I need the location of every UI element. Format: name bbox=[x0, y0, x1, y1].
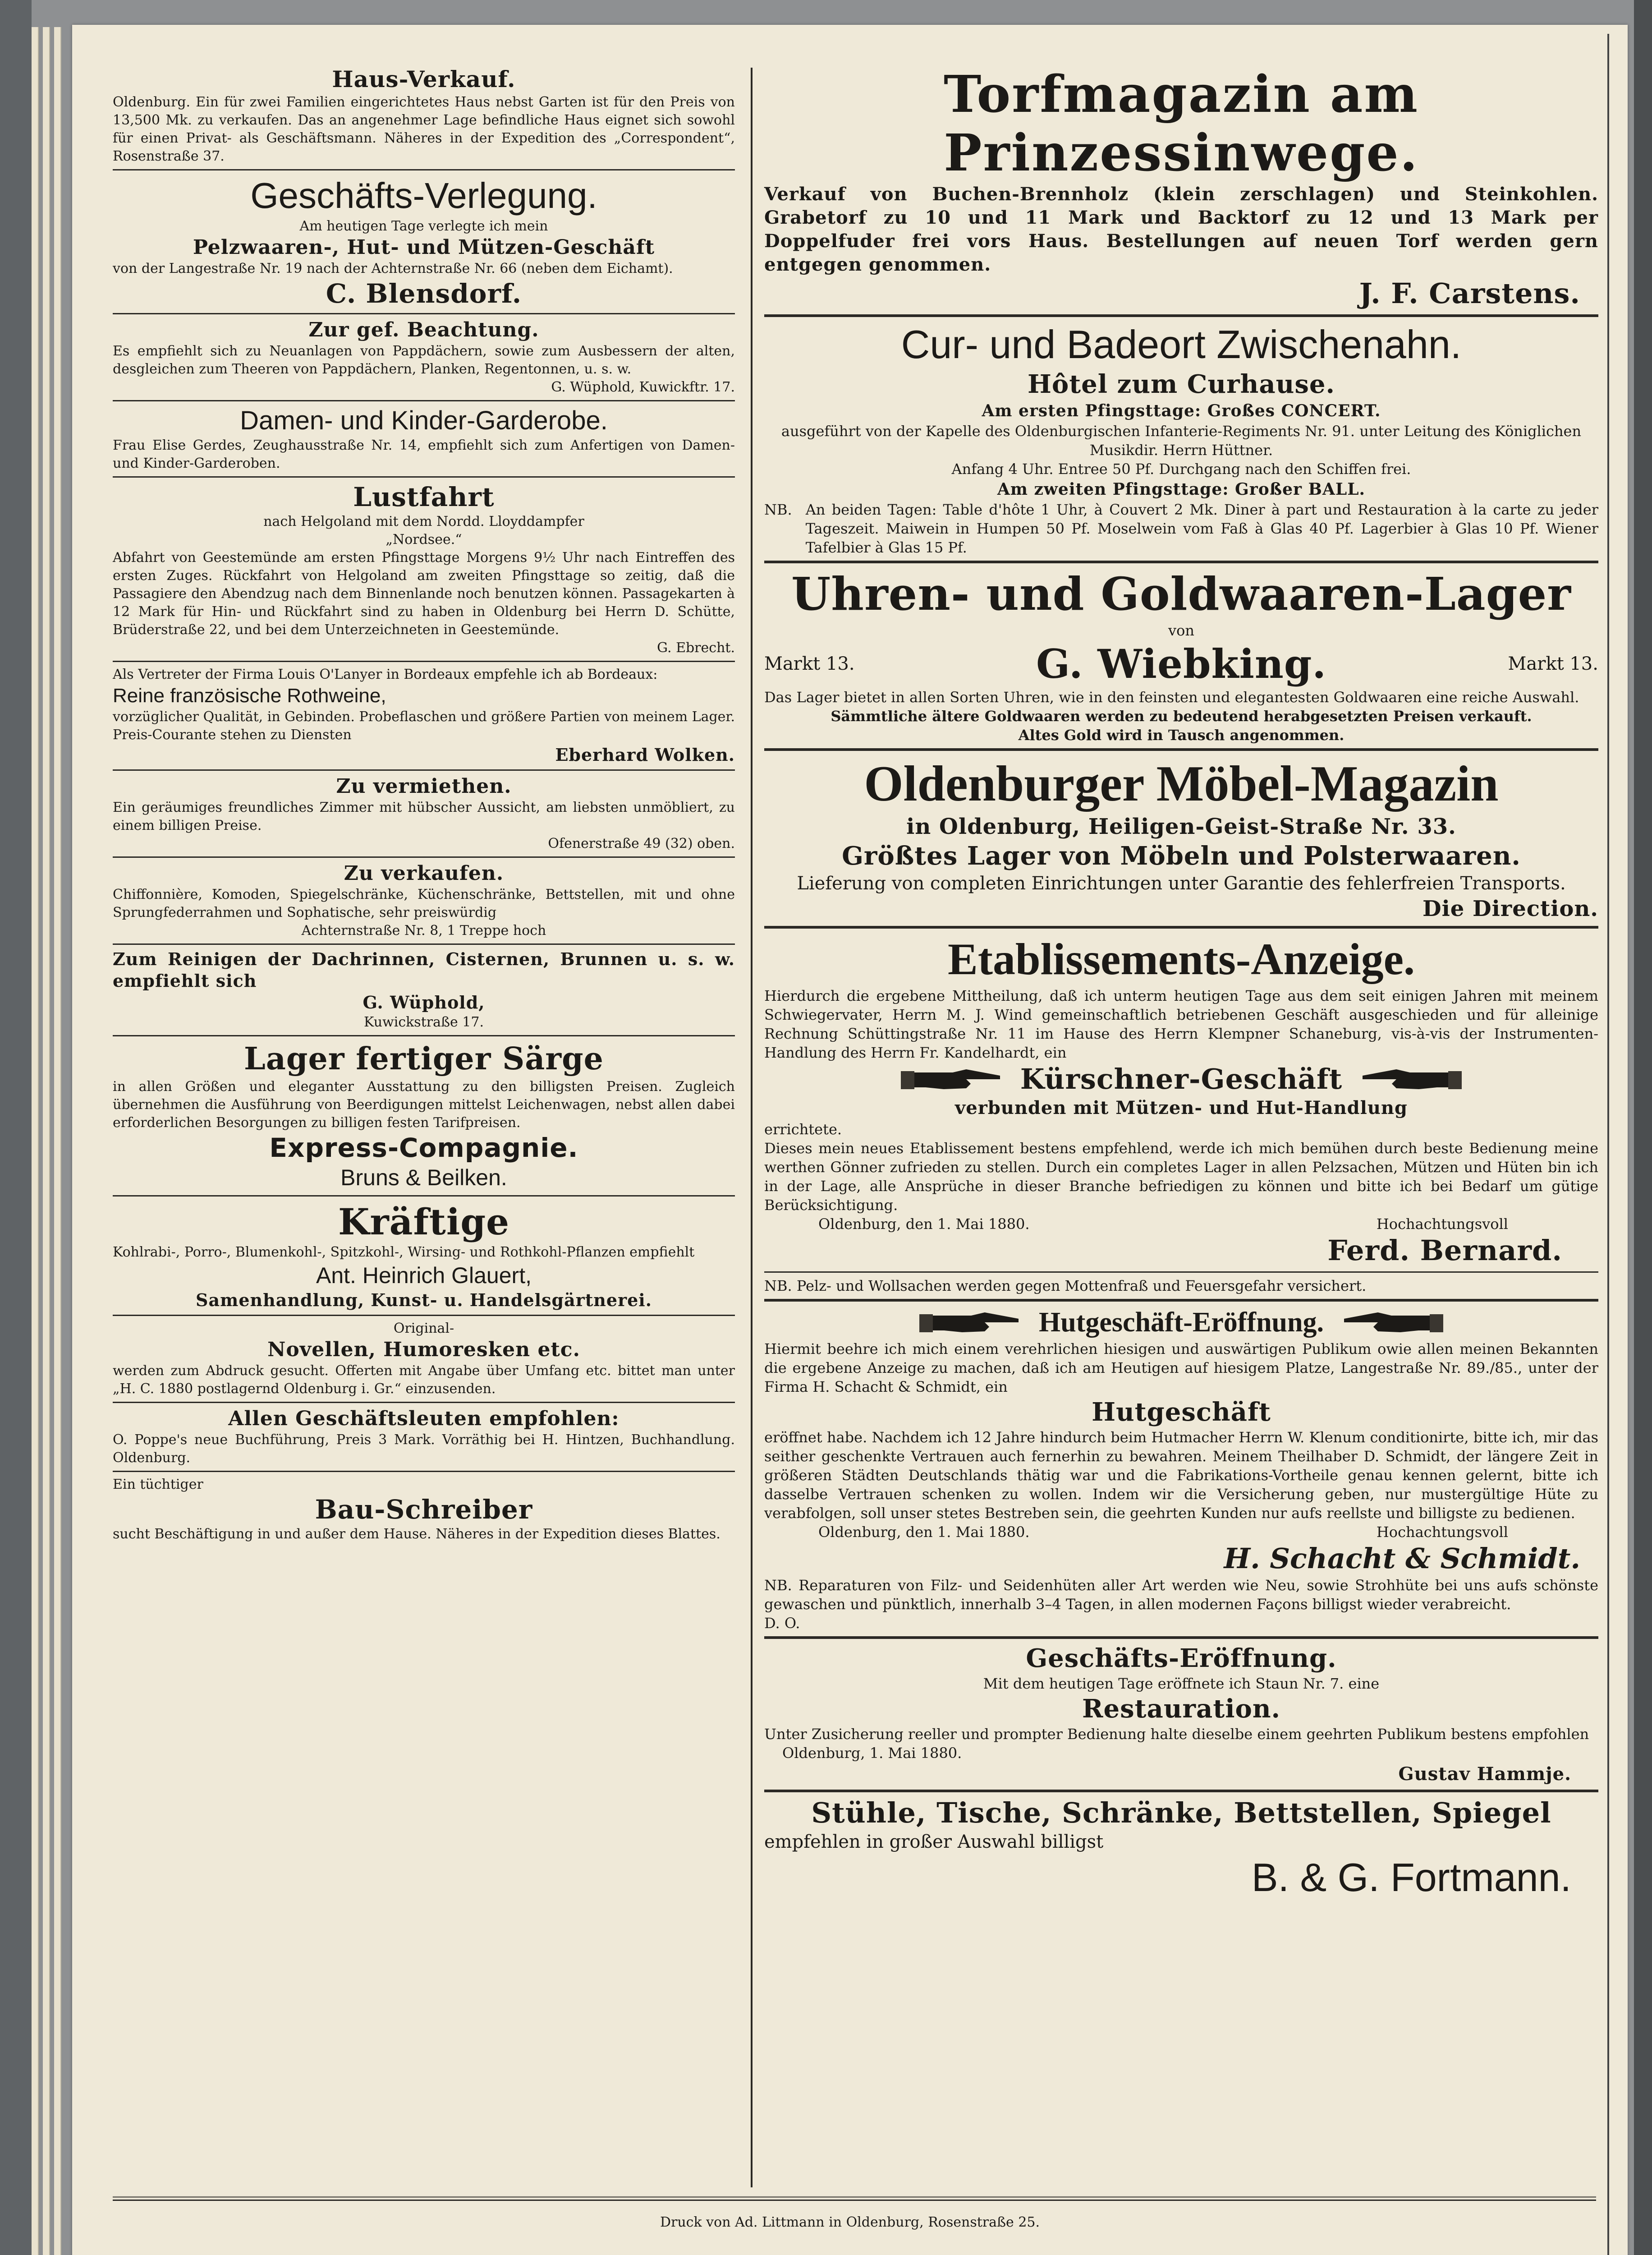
ad-text: Abfahrt von Geestemünde am ersten Pfingsttage Morgens 9½ Uhr nach Eintreffen des ersten Zuges. Rückfahrt von Helgoland am zweiten Pfingsttage so zeitig, daß die Passagiere den Abendzug nach dem Binnenlande noch benutzen können. Passagekarten à 12 Mark für Hin- und Rückfahrt sind zu haben in Oldenburg bei Herrn D. Schütte, Brüderstraße 22, und bei dem Unterzeichneten in Geestemünde. bbox=[113, 550, 735, 638]
ad-text: Altes Gold wird in Tausch angenommen. bbox=[1018, 727, 1345, 744]
ad-restauration bbox=[764, 1643, 1598, 1786]
ad-address: Ofenerstraße 49 (32) oben. bbox=[548, 836, 735, 851]
ad-text: Original- bbox=[393, 1321, 454, 1336]
ad-nb-row bbox=[764, 500, 1598, 557]
ad-text: Ein tüchtiger bbox=[113, 1477, 203, 1492]
bottom-rule bbox=[113, 2196, 1596, 2201]
separator bbox=[113, 856, 735, 858]
ad-text: Kohlrabi-, Porro-, Blumenkohl-, Spitzkohl-, Wirsing- und Rothkohl-Pflanzen empfiehlt bbox=[113, 1244, 695, 1260]
ad-novellen bbox=[113, 1320, 735, 1398]
separator bbox=[764, 1299, 1598, 1302]
ad-signature: Eberhard Wolken. bbox=[555, 745, 735, 765]
ad-text: von bbox=[1168, 622, 1194, 639]
ad-title: Cur- und Badeort Zwischenahn. bbox=[901, 322, 1462, 367]
ad-date: Oldenburg, den 1. Mai 1880. bbox=[818, 1215, 1030, 1233]
ad-subtitle: Hutgeschäft bbox=[1092, 1397, 1271, 1427]
ad-text: Das Lager bietet in allen Sorten Uhren, wie in den feinsten und elegantesten Goldwaaren eine reiche Auswahl. bbox=[764, 689, 1579, 706]
separator bbox=[764, 1790, 1598, 1792]
separator bbox=[113, 769, 735, 771]
ad-name: Ant. Heinrich Glauert, bbox=[316, 1263, 532, 1288]
page-edge bbox=[43, 27, 50, 2255]
ad-title-row bbox=[764, 1305, 1598, 1339]
ad-etablissement bbox=[764, 932, 1598, 1295]
ad-firm: Express-Compagnie. bbox=[269, 1132, 578, 1163]
ad-text: werden zum Abdruck gesucht. Offerten mit Angabe über Umfang etc. bittet man unter „H. C. 1880 postlagernd Oldenburg i. Gr.“ einzusenden. bbox=[113, 1363, 735, 1397]
ad-haus-verkauf bbox=[113, 65, 735, 166]
separator bbox=[764, 561, 1598, 563]
ad-title: Torfmagazin am Prinzessinwege. bbox=[944, 65, 1419, 183]
ad-text: ausgeführt von der Kapelle des Oldenburgischen Infanterie-Regiments Nr. 91. unter Leitung des Königlichen Musikdir. Herrn Hüttner. bbox=[781, 423, 1582, 459]
separator bbox=[113, 661, 735, 662]
left-column bbox=[113, 65, 735, 2185]
ad-signature: H. Schacht & Schmidt. bbox=[1224, 1542, 1580, 1575]
separator bbox=[113, 400, 735, 401]
separator bbox=[764, 748, 1598, 751]
ad-text: Anfang 4 Uhr. Entree 50 Pf. Durchgang nach den Schiffen frei. bbox=[951, 460, 1411, 478]
ad-text: in allen Größen und eleganter Ausstattung zu den billigsten Preisen. Zugleich übernehmen die Ausführung von Beerdigungen mittelst Leichenwagen, nebst allen dabei erforderlichen Besorgungen zu billigen festen Tarifpreisen. bbox=[113, 1079, 735, 1131]
ad-text: Hochachtungsvoll bbox=[1376, 1215, 1508, 1233]
ad-title: Novellen, Humoresken etc. bbox=[267, 1338, 580, 1361]
separator bbox=[764, 1636, 1598, 1639]
pointing-hand-left-icon bbox=[1342, 1309, 1446, 1336]
ad-signature: B. & G. Fortmann. bbox=[1251, 1855, 1571, 1900]
ad-title: Allen Geschäftsleuten empfohlen: bbox=[228, 1407, 620, 1430]
ad-ball: Am zweiten Pfingsttage: Großer BALL. bbox=[997, 480, 1366, 499]
printer-imprint: Druck von Ad. Littmann in Oldenburg, Rosenstraße 25. bbox=[660, 2214, 1040, 2230]
ad-subtitle: Restauration. bbox=[1082, 1694, 1281, 1724]
ad-text: sucht Beschäftigung in und außer dem Hause. Näheres in der Expedition dieses Blattes. bbox=[113, 1526, 720, 1542]
ad-signature: C. Blensdorf. bbox=[326, 278, 522, 309]
ad-subtitle: verbunden mit Mützen- und Hut-Handlung bbox=[955, 1097, 1408, 1118]
separator bbox=[113, 1035, 735, 1036]
ad-vermiethen bbox=[113, 774, 735, 853]
right-column bbox=[764, 65, 1598, 2185]
ad-rothweine bbox=[113, 666, 735, 766]
separator bbox=[113, 1195, 735, 1197]
ad-text: Hierdurch die ergebene Mittheilung, daß ich unterm heutigen Tage aus dem seit einigen Jahren mit meinem Schwiegervater, Herrn M. J. Wind gemeinschaftlich betriebenen Geschäft ausgeschieden und für alleinige Rechnung Schüttingstraße Nr. 11 im Hause des Herrn Klempner Schaneburg, vis-à-vis der Instrumenten-Handlung des Herrn Fr. Kandelhardt, ein bbox=[764, 987, 1598, 1061]
ad-address: Achternstraße Nr. 8, 1 Treppe hoch bbox=[301, 923, 546, 939]
ad-badeort bbox=[764, 321, 1598, 557]
ad-kuerschner-row bbox=[764, 1062, 1598, 1096]
ad-address: Kuwickstraße 17. bbox=[363, 1014, 484, 1030]
ad-title: Uhren- und Goldwaaren-Lager bbox=[791, 567, 1571, 621]
ad-signature: Ferd. Bernard. bbox=[1327, 1234, 1562, 1267]
ad-text: Ein geräumiges freundliches Zimmer mit hübscher Aussicht, am liebsten unmöbliert, zu einem billigen Preise. bbox=[113, 800, 735, 833]
ad-hotel: Hôtel zum Curhause. bbox=[1028, 369, 1335, 399]
ad-bauschreiber bbox=[113, 1476, 735, 1543]
ad-kraeftige bbox=[113, 1200, 735, 1311]
ad-garderobe bbox=[113, 405, 735, 473]
ad-lustfahrt bbox=[113, 481, 735, 657]
ad-title: Lustfahrt bbox=[353, 482, 495, 512]
separator bbox=[764, 1271, 1598, 1273]
ad-nb: NB. Pelz- und Wollsachen werden gegen Mottenfraß und Feuersgefahr versichert. bbox=[764, 1277, 1367, 1294]
ad-saerge bbox=[113, 1040, 735, 1192]
ad-moebel bbox=[764, 755, 1598, 922]
ad-title: Oldenburger Möbel-Magazin bbox=[864, 756, 1499, 812]
column-divider bbox=[751, 68, 753, 2187]
pointing-hand-left-icon bbox=[1360, 1066, 1464, 1093]
ad-title: Zu verkaufen. bbox=[344, 862, 504, 885]
ad-date: Oldenburg, den 1. Mai 1880. bbox=[818, 1523, 1030, 1541]
ad-text: Zum Reinigen der Dachrinnen, Cisternen, Brunnen u. s. w. empfiehlt sich bbox=[113, 949, 735, 991]
ad-text: Es empfiehlt sich zu Neuanlagen von Pappdächern, sowie zum Ausbessern der alten, desgleichen zum Theeren von Pappdächern, Planken, Regentonnen, u. s. w. bbox=[113, 343, 735, 377]
ad-title: Haus-Verkauf. bbox=[332, 66, 516, 92]
ad-text: „Nordsee.“ bbox=[385, 532, 462, 548]
scanner-background-left bbox=[0, 0, 32, 2255]
ad-text: Hiermit beehre ich mich einem verehrlichen hiesigen und auswärtigen Publikum owie allen meinen Bekannten die ergebene Anzeige zu machen, daß ich am Heutigen auf hiesigem Platze, Langestraße Nr. 89./85., unter der Firma H. Schacht & Schmidt, ein bbox=[764, 1340, 1598, 1395]
pointing-hand-right-icon bbox=[917, 1309, 1021, 1336]
ad-title: Lager fertiger Särge bbox=[244, 1041, 604, 1077]
ad-signature: J. F. Carstens. bbox=[1359, 277, 1580, 310]
ad-hutgeschaeft bbox=[764, 1305, 1598, 1633]
ad-concert: Am ersten Pfingsttage: Großes CONCERT. bbox=[982, 401, 1381, 420]
ad-address: Markt 13. bbox=[1508, 653, 1598, 674]
newspaper-sheet bbox=[72, 25, 1628, 2255]
ad-text: Dieses mein neues Etablissement bestens empfehlend, werde ich mich bemühen durch beste Bedienung meine werthen Gönner zufrieden zu stellen. Durch ein completes Lager in allen Pelzsachen, Mützen und Hüten bin ich in der Lage, alle Ansprüche in dieser Branche befriedigen zu können und bitte ich bei Bedarf um gütige Berücksichtigung. bbox=[764, 1140, 1598, 1214]
page-edge bbox=[54, 27, 61, 2255]
ad-text: Lieferung von completen Einrichtungen unter Garantie des fehlerfreien Transports. bbox=[797, 873, 1566, 894]
separator bbox=[113, 313, 735, 314]
ad-text: errichtete. bbox=[764, 1121, 842, 1138]
ad-text: Frau Elise Gerdes, Zeughausstraße Nr. 14, empfiehlt sich zum Anfertigen von Damen- und Kinder-Garderoben. bbox=[113, 437, 735, 471]
ad-text: Am heutigen Tage verlegte ich mein bbox=[299, 218, 548, 234]
ad-text: Als Vertreter der Firma Louis O'Lanyer in Bordeaux empfehle ich ab Bordeaux: bbox=[113, 667, 658, 682]
ad-signature: G. Ebrecht. bbox=[657, 640, 735, 656]
ad-initials: D. O. bbox=[764, 1615, 800, 1632]
ad-title: Kräftige bbox=[338, 1201, 510, 1243]
separator bbox=[113, 169, 735, 170]
ad-fortmann bbox=[764, 1796, 1598, 1901]
ad-subtitle: Kürschner-Geschäft bbox=[1020, 1063, 1343, 1095]
ad-signature: G. Wüphold, bbox=[363, 992, 485, 1012]
ad-geschaeftsleute bbox=[113, 1407, 735, 1467]
separator bbox=[113, 1315, 735, 1316]
ad-title: Geschäfts-Eröffnung. bbox=[1026, 1643, 1337, 1673]
fold-line bbox=[1607, 34, 1609, 2255]
ad-text: An beiden Tagen: Table d'hôte 1 Uhr, à Couvert 2 Mk. Diner à part und Restauration à la carte zu jeder Tageszeit. Maiwein in Humpen 50 Pf. Moselwein vom Faß à Glas 40 Pf. Lagerbier à Glas 10 Pf. Wiener Tafelbier à Glas 15 Pf. bbox=[805, 501, 1598, 556]
ad-text: von der Langestraße Nr. 19 nach der Achternstraße Nr. 66 (neben dem Eichamt). bbox=[113, 261, 673, 276]
ad-signature: G. Wiebking. bbox=[1036, 640, 1327, 687]
ad-title: Zu vermiethen. bbox=[336, 775, 512, 798]
ad-date-row bbox=[764, 1523, 1598, 1542]
ad-names: Bruns & Beilken. bbox=[340, 1165, 507, 1190]
ad-title: Reine französische Rothweine, bbox=[113, 685, 386, 707]
ad-signature: G. Wüphold, Kuwickftr. 17. bbox=[551, 379, 735, 395]
ad-nb: NB. Reparaturen von Filz- und Seidenhüten aller Art werden wie Neu, sowie Strohhüte bei uns aufs schönste gewaschen und pünktlich, innerhalb 3–4 Tagen, in allen modernen Façons billigst wieder verabreicht. bbox=[764, 1577, 1598, 1613]
ad-title: Hutgeschäft-Eröffnung. bbox=[1038, 1307, 1324, 1338]
ad-text: Oldenburg. Ein für zwei Familien eingerichtetes Haus nebst Garten ist für den Preis von 13,500 Mk. zu verkaufen. Das an angenehmer Lage befindliche Haus eignet sich sowohl für einen Privat- als Geschäftsmann. Näheres in der Expedition des „Correspondent“, Rosenstraße 37. bbox=[113, 94, 735, 164]
ad-address: Markt 13. bbox=[764, 653, 855, 674]
ad-torfmagazin bbox=[764, 65, 1598, 311]
ad-subtitle: Pelzwaaren-, Hut- und Mützen-Geschäft bbox=[193, 236, 655, 259]
ad-title: Bau-Schreiber bbox=[315, 1494, 533, 1525]
ad-title: Damen- und Kinder-Garderobe. bbox=[240, 406, 608, 435]
separator bbox=[113, 1471, 735, 1472]
ad-name-row bbox=[764, 640, 1598, 688]
ad-subtitle: Größtes Lager von Möbeln und Polsterwaaren. bbox=[842, 841, 1521, 871]
ad-date-row bbox=[764, 1215, 1598, 1233]
separator bbox=[113, 943, 735, 945]
ad-text: Chiffonnière, Komoden, Spiegelschränke, Küchenschränke, Bettstellen, mit und ohne Sprungfederrahmen und Sophatische, sehr preiswürdig bbox=[113, 887, 735, 920]
ad-title: Etablissements-Anzeige. bbox=[948, 934, 1415, 984]
ad-text: Mit dem heutigen Tage eröffnete ich Staun Nr. 7. eine bbox=[983, 1675, 1380, 1692]
page-edge bbox=[32, 27, 39, 2255]
ad-title: Geschäfts-Verlegung. bbox=[250, 175, 597, 216]
nb-label: NB. bbox=[764, 501, 792, 518]
ad-signature: Die Direction. bbox=[1422, 896, 1598, 921]
ad-place: in Oldenburg, Heiligen-Geist-Straße Nr. 33. bbox=[906, 814, 1456, 839]
ad-firm: Samenhandlung, Kunst- u. Handelsgärtnerei. bbox=[196, 1290, 652, 1310]
ad-title: Zur gef. Beachtung. bbox=[308, 318, 539, 341]
ad-text: O. Poppe's neue Buchführung, Preis 3 Mark. Vorräthig bei H. Hintzen, Buchhandlung. Oldenburg. bbox=[113, 1432, 735, 1466]
ad-verkaufen bbox=[113, 861, 735, 940]
ad-dachrinnen bbox=[113, 948, 735, 1031]
ad-geschaefts-verlegung bbox=[113, 174, 735, 309]
ad-uhren bbox=[764, 567, 1598, 745]
ad-text: Hochachtungsvoll bbox=[1376, 1523, 1508, 1541]
ad-title: Stühle, Tische, Schränke, Bettstellen, Spiegel bbox=[811, 1796, 1551, 1829]
separator bbox=[764, 926, 1598, 929]
separator bbox=[764, 314, 1598, 317]
ad-text: eröffnet habe. Nachdem ich 12 Jahre hindurch beim Hutmacher Herrn W. Klenum conditionirte, bitte ich, mir das seither geschenkte Vertrauen auch fernerhin zu bewahren. Meinem Theilhaber D. Schmidt, der längere Zeit in größeren Städten Deutschlands thätig war und die Fabrikations-Vortheile genau kennen gelernt, bitte ich dasselbe Vertrauen schenken zu wollen. Indem wir die Versicherung geben, nur mustergültige Hüte zu verabfolgen, soll unser stetes Bestreben sein, die geehrten Kunden nur aufs reellste und billigste zu bedienen. bbox=[764, 1429, 1598, 1522]
scanner-background-right bbox=[1634, 0, 1652, 2255]
ad-text: Sämmtliche ältere Goldwaaren werden zu bedeutend herabgesetzten Preisen verkauft. bbox=[831, 708, 1532, 725]
separator bbox=[113, 1402, 735, 1403]
ad-text: nach Helgoland mit dem Nordd. Lloyddampfer bbox=[263, 514, 584, 529]
ad-beachtung bbox=[113, 318, 735, 396]
ad-text: Unter Zusicherung reeller und prompter Bedienung halte dieselbe einem geehrten Publikum bestens empfohlen bbox=[764, 1726, 1589, 1743]
ad-date: Oldenburg, 1. Mai 1880. bbox=[782, 1744, 962, 1762]
pointing-hand-right-icon bbox=[899, 1066, 1002, 1093]
ad-text: vorzüglicher Qualität, in Gebinden. Probeflaschen und größere Partien von meinem Lager. Preis-Courante stehen zu Diensten bbox=[113, 709, 735, 743]
ad-text: empfehlen in großer Auswahl billigst bbox=[764, 1832, 1104, 1852]
separator bbox=[113, 476, 735, 478]
ad-signature: Gustav Hammje. bbox=[1398, 1763, 1571, 1785]
ad-text: Verkauf von Buchen-Brennholz (klein zerschlagen) und Steinkohlen. Grabetorf zu 10 und 11 Mark und Backtorf zu 12 und 13 Mark per Doppelfuder frei vors Haus. Bestellungen auf neuen Torf werden gern entgegen genommen. bbox=[764, 184, 1598, 275]
